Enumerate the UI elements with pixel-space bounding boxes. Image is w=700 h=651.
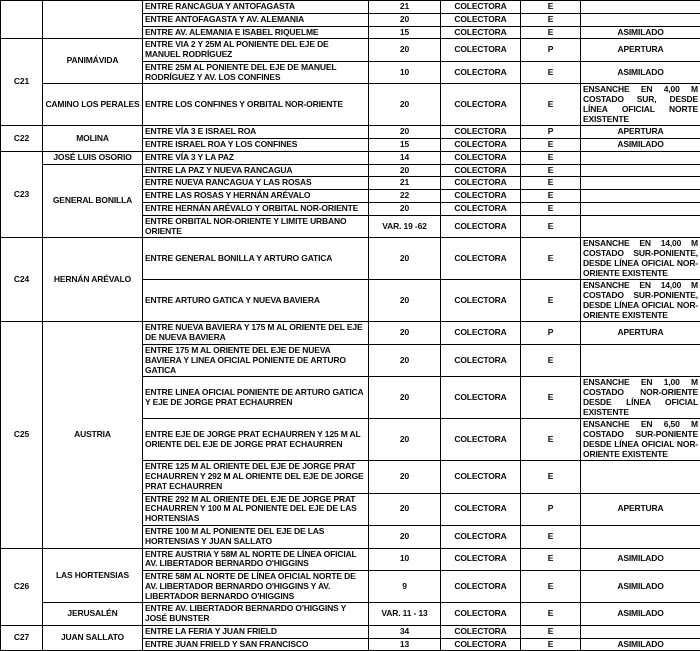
cell-segment: ENTRE VÍA 3 Y LA PAZ	[143, 151, 369, 164]
table-row	[1, 1, 700, 14]
cell-code: C26	[1, 548, 43, 625]
cell-segment: ENTRE NUEVA RANCAGUA Y LAS ROSAS	[143, 177, 369, 190]
cell-segment: ENTRE ISRAEL ROA Y LOS CONFINES	[143, 139, 369, 152]
cell-category: COLECTORA	[441, 638, 521, 651]
cell-width: 20	[369, 13, 441, 26]
cell-status: E	[521, 419, 581, 461]
cell-status: P	[521, 126, 581, 139]
cell-obs: ENSANCHE EN 1,00 M COSTADO NOR-ORIENTE DESDE LÍNEA OFICIAL EXISTENTE	[581, 377, 700, 419]
cell-segment: ENTRE LAS ROSAS Y HERNÁN ARÉVALO	[143, 190, 369, 203]
cell-width: 20	[369, 39, 441, 62]
cell-segment: ENTRE ARTURO GATICA Y NUEVA BAVIERA	[143, 280, 369, 322]
cell-width: 14	[369, 151, 441, 164]
cell-width: 13	[369, 638, 441, 651]
cell-obs: APERTURA	[581, 39, 700, 62]
cell-obs: ASIMILADO	[581, 603, 700, 626]
cell-name: GENERAL BONILLA	[43, 164, 143, 238]
table-row	[1, 151, 700, 164]
cell-width: VAR. 11 - 13	[369, 603, 441, 626]
street-table-body	[1, 1, 700, 651]
cell-name: JOSÉ LUIS OSORIO	[43, 151, 143, 164]
cell-category: COLECTORA	[441, 419, 521, 461]
cell-code: C25	[1, 322, 43, 548]
cell-width: VAR. 19 -62	[369, 215, 441, 238]
cell-category: COLECTORA	[441, 525, 521, 548]
cell-obs: ASIMILADO	[581, 638, 700, 651]
cell-name: PANIMÁVIDA	[43, 39, 143, 84]
cell-category: COLECTORA	[441, 215, 521, 238]
cell-width: 21	[369, 1, 441, 14]
cell-category: COLECTORA	[441, 603, 521, 626]
cell-status: E	[521, 84, 581, 126]
cell-segment: ENTRE GENERAL BONILLA Y ARTURO GATICA	[143, 238, 369, 280]
cell-width: 20	[369, 280, 441, 322]
cell-status: E	[521, 139, 581, 152]
cell-width: 20	[369, 238, 441, 280]
cell-obs: ENSANCHE EN 14,00 M COSTADO SUR-PONIENTE, DESDE LÍNEA OFICIAL NOR-ORIENTE EXISTENTE	[581, 280, 700, 322]
cell-segment: ENTRE HERNÁN ARÉVALO Y ORBITAL NOR-ORIENTE	[143, 203, 369, 216]
cell-status: E	[521, 190, 581, 203]
cell-code: C24	[1, 238, 43, 322]
cell-segment: ENTRE VÍA 3 E ISRAEL ROA	[143, 126, 369, 139]
cell-segment: ENTRE VIA 2 Y 25M AL PONIENTE DEL EJE DE MANUEL RODRÍGUEZ	[143, 39, 369, 62]
cell-obs: ENSANCHE EN 6,50 M COSTADO SUR-PONIENTE DESDE LÍNEA OFICIAL NOR-ORIENTE EXISTENTE	[581, 419, 700, 461]
cell-obs	[581, 177, 700, 190]
cell-status: E	[521, 280, 581, 322]
cell-category: COLECTORA	[441, 625, 521, 638]
cell-obs: ASIMILADO	[581, 548, 700, 571]
cell-segment: ENTRE 25M AL PONIENTE DEL EJE DE MANUEL RODRÍGUEZ Y AV. LOS CONFINES	[143, 61, 369, 84]
cell-width: 20	[369, 126, 441, 139]
cell-obs	[581, 13, 700, 26]
cell-name: JUAN SALLATO	[43, 625, 143, 651]
cell-segment: ENTRE ORBITAL NOR-ORIENTE Y LIMITE URBANO ORIENTE	[143, 215, 369, 238]
cell-category: COLECTORA	[441, 571, 521, 603]
cell-category: COLECTORA	[441, 377, 521, 419]
cell-category: COLECTORA	[441, 1, 521, 14]
cell-segment: ENTRE 100 M AL PONIENTE DEL EJE DE LAS HORTENSIAS Y JUAN SALLATO	[143, 525, 369, 548]
cell-width: 21	[369, 177, 441, 190]
cell-category: COLECTORA	[441, 238, 521, 280]
cell-width: 20	[369, 461, 441, 493]
cell-segment: ENTRE LOS CONFINES Y ORBITAL NOR-ORIENTE	[143, 84, 369, 126]
cell-width: 20	[369, 164, 441, 177]
table-row	[1, 548, 700, 571]
cell-segment: ENTRE 58M AL NORTE DE LÍNEA OFICIAL NORTE DE AV. LIBERTADOR BERNARDO O'HIGGINS Y AV. LIBERTADOR BERNARDO O'HIGGINS	[143, 571, 369, 603]
cell-obs	[581, 1, 700, 14]
cell-status: E	[521, 13, 581, 26]
cell-segment: ENTRE ANTOFAGASTA Y AV. ALEMANIA	[143, 13, 369, 26]
cell-category: COLECTORA	[441, 203, 521, 216]
cell-status: E	[521, 548, 581, 571]
cell-status: E	[521, 603, 581, 626]
cell-category: COLECTORA	[441, 151, 521, 164]
table-row	[1, 164, 700, 177]
cell-width: 10	[369, 61, 441, 84]
cell-obs	[581, 190, 700, 203]
cell-name: AUSTRIA	[43, 322, 143, 548]
cell-obs: ENSANCHE EN 4,00 M COSTADO SUR, DESDE LÍNEA OFICIAL NORTE EXISTENTE	[581, 84, 700, 126]
cell-obs: ENSANCHE EN 14,00 M COSTADO SUR-PONIENTE, DESDE LÍNEA OFICIAL NOR-ORIENTE EXISTENTE	[581, 238, 700, 280]
cell-name: MOLINA	[43, 126, 143, 152]
cell-width: 20	[369, 344, 441, 376]
cell-width: 20	[369, 377, 441, 419]
cell-status: P	[521, 322, 581, 345]
cell-width: 22	[369, 190, 441, 203]
cell-status: E	[521, 377, 581, 419]
cell-status: E	[521, 203, 581, 216]
cell-status: E	[521, 164, 581, 177]
cell-width: 15	[369, 139, 441, 152]
cell-code: C21	[1, 39, 43, 126]
cell-category: COLECTORA	[441, 39, 521, 62]
cell-code: C22	[1, 126, 43, 152]
cell-obs	[581, 625, 700, 638]
cell-obs	[581, 151, 700, 164]
cell-code: C27	[1, 625, 43, 651]
table-row	[1, 322, 700, 345]
cell-category: COLECTORA	[441, 177, 521, 190]
cell-category: COLECTORA	[441, 61, 521, 84]
cell-status: E	[521, 26, 581, 39]
cell-category: COLECTORA	[441, 493, 521, 525]
cell-status: P	[521, 39, 581, 62]
table-row	[1, 238, 700, 280]
cell-segment: ENTRE AV. LIBERTADOR BERNARDO O'HIGGINS Y JOSÉ BUNSTER	[143, 603, 369, 626]
cell-width: 9	[369, 571, 441, 603]
cell-status: E	[521, 61, 581, 84]
cell-segment: ENTRE LA PAZ Y NUEVA RANCAGUA	[143, 164, 369, 177]
cell-category: COLECTORA	[441, 548, 521, 571]
cell-segment: ENTRE 125 M AL ORIENTE DEL EJE DE JORGE PRAT ECHAURREN Y 292 M AL ORIENTE DEL EJE DE JORGE PRAT ECHAURREN	[143, 461, 369, 493]
cell-obs: ASIMILADO	[581, 571, 700, 603]
table-row	[1, 84, 700, 126]
cell-obs: ASIMILADO	[581, 139, 700, 152]
cell-status: E	[521, 638, 581, 651]
cell-segment: ENTRE JUAN FRIELD Y SAN FRANCISCO	[143, 638, 369, 651]
cell-segment: ENTRE NUEVA BAVIERA Y 175 M AL ORIENTE DEL EJE DE NUEVA BAVIERA	[143, 322, 369, 345]
cell-obs	[581, 344, 700, 376]
cell-category: COLECTORA	[441, 461, 521, 493]
cell-width: 15	[369, 26, 441, 39]
cell-width: 20	[369, 322, 441, 345]
cell-status: E	[521, 151, 581, 164]
cell-width: 20	[369, 84, 441, 126]
cell-segment: ENTRE EJE DE JORGE PRAT ECHAURREN Y 125 M AL ORIENTE DEL EJE DE JORGE PRAT ECHAURREN	[143, 419, 369, 461]
cell-obs: ASIMILADO	[581, 26, 700, 39]
cell-segment: ENTRE AUSTRIA Y 58M AL NORTE DE LÍNEA OFICIAL AV. LIBERTADOR BERNARDO O'HIGGINS	[143, 548, 369, 571]
cell-category: COLECTORA	[441, 344, 521, 376]
cell-segment: ENTRE 175 M AL ORIENTE DEL EJE DE NUEVA BAVIERA Y LINEA OFICIAL PONIENTE DE ARTURO GATICA	[143, 344, 369, 376]
cell-status: E	[521, 215, 581, 238]
cell-segment: ENTRE LA FERIA Y JUAN FRIELD	[143, 625, 369, 638]
table-row	[1, 126, 700, 139]
cell-width: 20	[369, 525, 441, 548]
cell-segment: ENTRE AV. ALEMANIA E ISABEL RIQUELME	[143, 26, 369, 39]
cell-name	[43, 1, 143, 39]
cell-code	[1, 1, 43, 39]
cell-obs: ASIMILADO	[581, 61, 700, 84]
cell-segment: ENTRE 292 M AL ORIENTE DEL EJE DE JORGE PRAT ECHAURREN Y 100 M AL PONIENTE DEL EJE DE LAS HORTENSIAS	[143, 493, 369, 525]
cell-category: COLECTORA	[441, 164, 521, 177]
cell-name: JERUSALÉN	[43, 603, 143, 626]
cell-category: COLECTORA	[441, 26, 521, 39]
cell-code: C23	[1, 151, 43, 237]
cell-status: E	[521, 344, 581, 376]
cell-obs: APERTURA	[581, 322, 700, 345]
cell-width: 34	[369, 625, 441, 638]
cell-obs	[581, 525, 700, 548]
cell-status: E	[521, 625, 581, 638]
cell-status: E	[521, 525, 581, 548]
cell-obs	[581, 203, 700, 216]
cell-width: 20	[369, 493, 441, 525]
cell-category: COLECTORA	[441, 190, 521, 203]
cell-category: COLECTORA	[441, 139, 521, 152]
cell-status: E	[521, 571, 581, 603]
cell-name: HERNÁN ARÉVALO	[43, 238, 143, 322]
cell-obs	[581, 215, 700, 238]
cell-segment: ENTRE RANCAGUA Y ANTOFAGASTA	[143, 1, 369, 14]
cell-status: E	[521, 177, 581, 190]
cell-category: COLECTORA	[441, 84, 521, 126]
cell-category: COLECTORA	[441, 322, 521, 345]
cell-obs: APERTURA	[581, 126, 700, 139]
cell-category: COLECTORA	[441, 280, 521, 322]
table-row	[1, 603, 700, 626]
cell-width: 20	[369, 419, 441, 461]
cell-width: 20	[369, 203, 441, 216]
cell-name: LAS HORTENSIAS	[43, 548, 143, 603]
cell-name: CAMINO LOS PERALES	[43, 84, 143, 126]
cell-obs	[581, 461, 700, 493]
table-row	[1, 39, 700, 62]
cell-status: E	[521, 461, 581, 493]
cell-category: COLECTORA	[441, 13, 521, 26]
cell-segment: ENTRE LINEA OFICIAL PONIENTE DE ARTURO GATICA Y EJE DE JORGE PRAT ECHAURREN	[143, 377, 369, 419]
cell-status: E	[521, 1, 581, 14]
table-row	[1, 625, 700, 638]
cell-width: 10	[369, 548, 441, 571]
cell-obs: APERTURA	[581, 493, 700, 525]
cell-category: COLECTORA	[441, 126, 521, 139]
cell-obs	[581, 164, 700, 177]
cell-status: E	[521, 238, 581, 280]
cell-status: P	[521, 493, 581, 525]
